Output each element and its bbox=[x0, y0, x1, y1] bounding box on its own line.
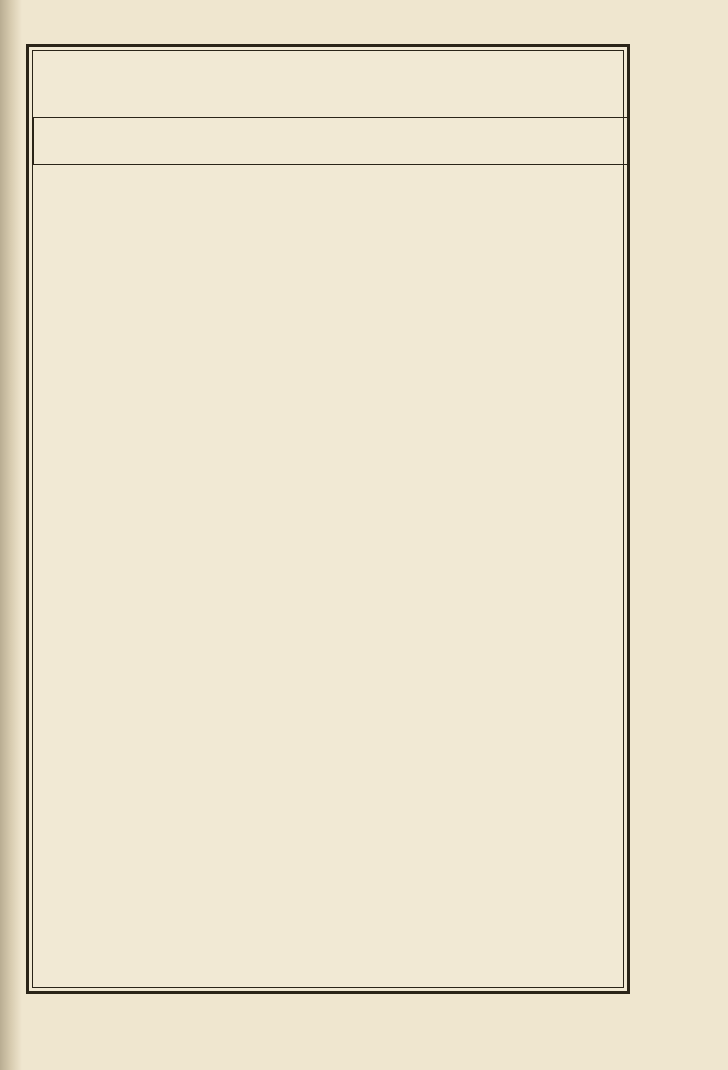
running-head bbox=[0, 14, 728, 44]
reduction-table bbox=[33, 117, 629, 934]
table-frame-inner bbox=[32, 50, 624, 988]
table-frame bbox=[26, 44, 630, 994]
table-header-row bbox=[33, 118, 629, 165]
binding-edge bbox=[0, 0, 22, 1070]
header-longitude bbox=[33, 118, 34, 164]
